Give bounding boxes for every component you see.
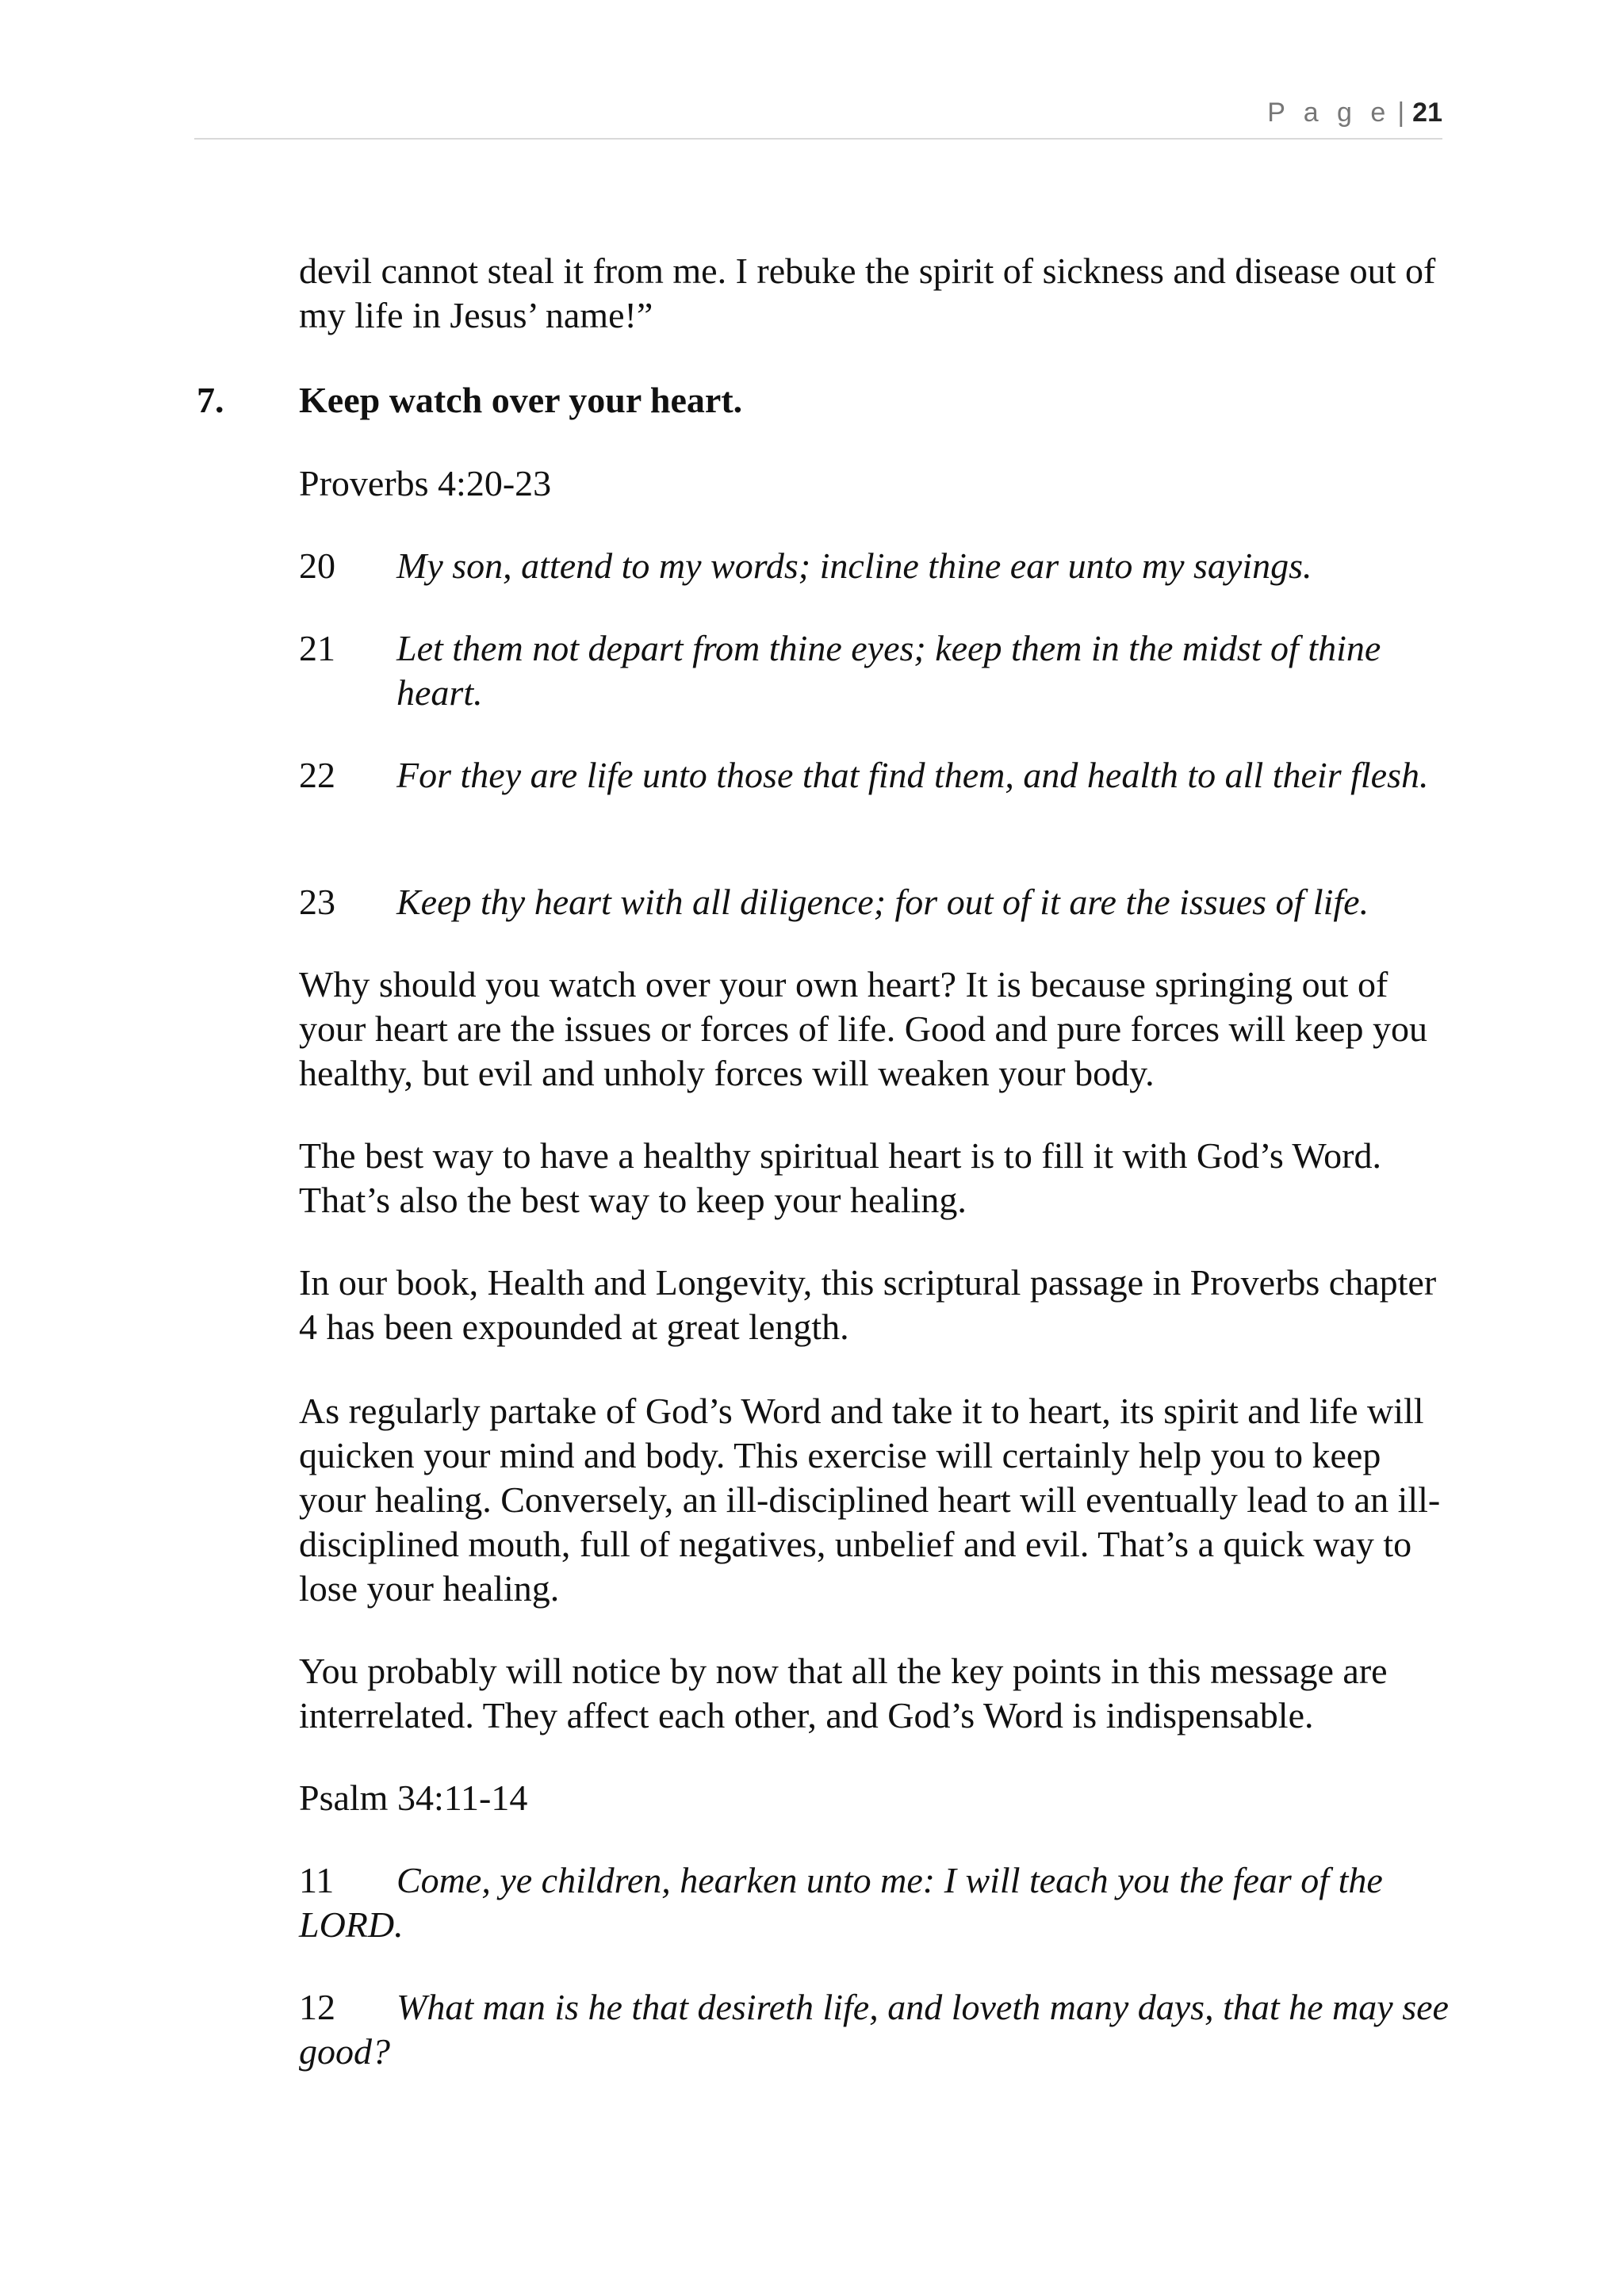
verse-number: 20: [299, 545, 335, 586]
verse-text: Come, ye children, hearken unto me: I will teach you the fear of the LORD.: [299, 1860, 1383, 1945]
page-word: P a g e: [1267, 98, 1392, 128]
verse-number: 12: [299, 1987, 335, 2027]
verse-number: 22: [299, 755, 335, 795]
body-paragraph: As regularly partake of God’s Word and take it to heart, its spirit and life will quicken your mind and body. This exercise will certainly help you to keep your healing. Conversely, an ill-disciplined heart will eventually lead to an ill-disciplined mouth, full of negatives, unbelief and evil. That’s a quick way to lose your healing.: [299, 1391, 1441, 1609]
verse-number: 11: [299, 1860, 335, 1900]
verse-number: 21: [299, 628, 335, 668]
body-paragraph: In our book, Health and Longevity, this scriptural passage in Proverbs chapter 4 has been expounded at great length.: [299, 1262, 1437, 1347]
body-paragraph: The best way to have a healthy spiritual heart is to fill it with God’s Word. That’s also the best way to keep your healing.: [299, 1135, 1381, 1220]
verse-item: [299, 1858, 1457, 1947]
verse-text: Keep thy heart with all diligence; for out of it are the issues of life.: [396, 882, 1369, 922]
body-paragraph: You probably will notice by now that all the key points in this message are interrelated. They affect each other, and God’s Word is indispensable.: [299, 1651, 1388, 1735]
scripture-reference: Psalm 34:11-14: [299, 1777, 528, 1818]
verse-number: 23: [299, 882, 335, 922]
body-paragraph: Why should you watch over your own heart? It is because springing out of your heart are the issues or forces of life. Good and pure forces will keep you healthy, but evil and unholy forces will weaken your body.: [299, 964, 1427, 1093]
verse-item: [299, 880, 1457, 924]
scripture-reference: Proverbs 4:20-23: [299, 463, 552, 503]
page-separator: |: [1397, 98, 1405, 128]
verse-text: My son, attend to my words; incline thine ear unto my sayings.: [396, 545, 1312, 586]
verse-text: For they are life unto those that find them, and health to all their flesh.: [396, 755, 1429, 795]
page-number: 21: [1412, 98, 1442, 128]
verse-item: [299, 753, 1457, 798]
verse-item: [299, 1985, 1457, 2074]
continuation-paragraph: devil cannot steal it from me. I rebuke the spirit of sickness and disease out of my life in Jesus’ name!”: [299, 251, 1436, 335]
section-number: 7.: [197, 380, 224, 420]
verse-item: [299, 626, 1457, 715]
verse-text: What man is he that desireth life, and loveth many days, that he may see good?: [299, 1987, 1449, 2072]
section-title: Keep watch over your heart.: [299, 380, 743, 420]
verse-item: [299, 544, 1457, 588]
verse-text: Let them not depart from thine eyes; keep them in the midst of thine heart.: [396, 628, 1381, 713]
section-heading: [197, 378, 742, 423]
